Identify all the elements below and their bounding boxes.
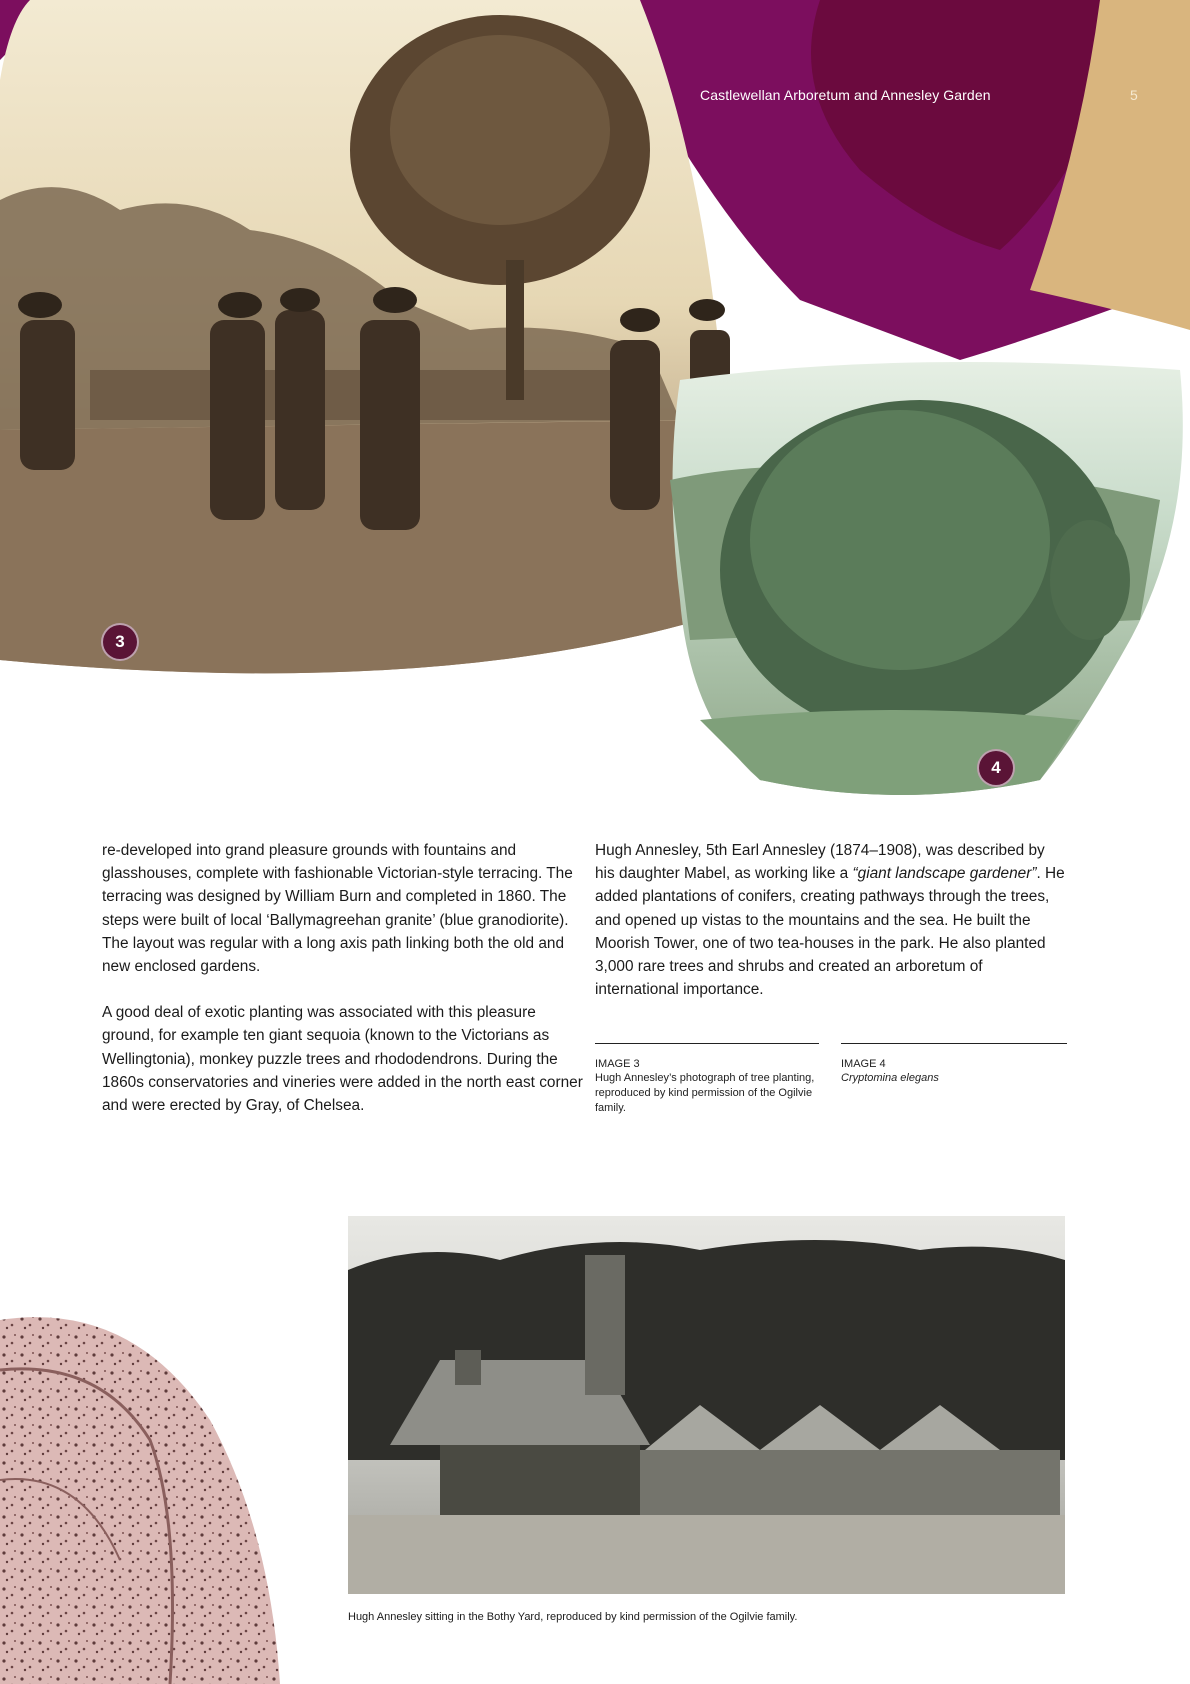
running-header: Castlewellan Arboretum and Annesley Garden <box>700 87 991 103</box>
image-4-caption <box>841 1057 1067 1086</box>
left-column <box>102 839 584 1140</box>
image-3-badge: 3 <box>101 623 139 661</box>
image-3-label: IMAGE 3 <box>595 1058 640 1070</box>
image-3-caption-rule <box>595 1043 819 1044</box>
left-paragraph-2: A good deal of exotic planting was associated with this pleasure ground, for example ten giant sequoia (known to the Victorians as Wellingtonia), monkey puzzle trees and rhododendrons. During the 1860s conservatories and vineries were added in the north east corner and were erected by Gray, of Chelsea. <box>102 1004 583 1115</box>
right-paragraph-start: Hugh Annesley, 5th Earl Annesley (1874–1908), was described by his daughter Mabel, as working like a <box>595 842 1045 883</box>
image-4-text: Cryptomina elegans <box>841 1072 939 1084</box>
image-4-badge: 4 <box>977 749 1015 787</box>
image-3-caption <box>595 1057 819 1116</box>
right-paragraph <box>595 839 1067 1001</box>
image-3-text: Hugh Annesley’s photograph of tree planting, reproduced by kind permission of the Ogilvie family. <box>595 1072 815 1114</box>
page-number: 5 <box>1130 87 1138 103</box>
bothy-yard-caption: Hugh Annesley sitting in the Bothy Yard, reproduced by kind permission of the Ogilvie family. <box>348 1611 798 1623</box>
image-4-caption-rule <box>841 1043 1067 1044</box>
left-paragraph-1: re-developed into grand pleasure grounds with fountains and glasshouses, complete with fashionable Victorian-style terracing. The terracing was designed by William Burn and completed in 1860. The steps were built of local ‘Ballymagreehan granite’ (blue granodiorite). The layout was regular with a long axis path linking both the old and new enclosed gardens. <box>102 842 573 976</box>
giant-landscape-gardener-quote: “giant landscape gardener” <box>852 865 1037 883</box>
right-column <box>595 839 1067 1024</box>
right-paragraph-end: . He added plantations of conifers, creating pathways through the trees, and opened up vistas to the mountains and the sea. He built the Moorish Tower, one of two tea-houses in the park. He also planted 3,000 rare trees and shrubs and created an arboretum of international importance. <box>595 865 1065 999</box>
image-4-label: IMAGE 4 <box>841 1058 886 1070</box>
